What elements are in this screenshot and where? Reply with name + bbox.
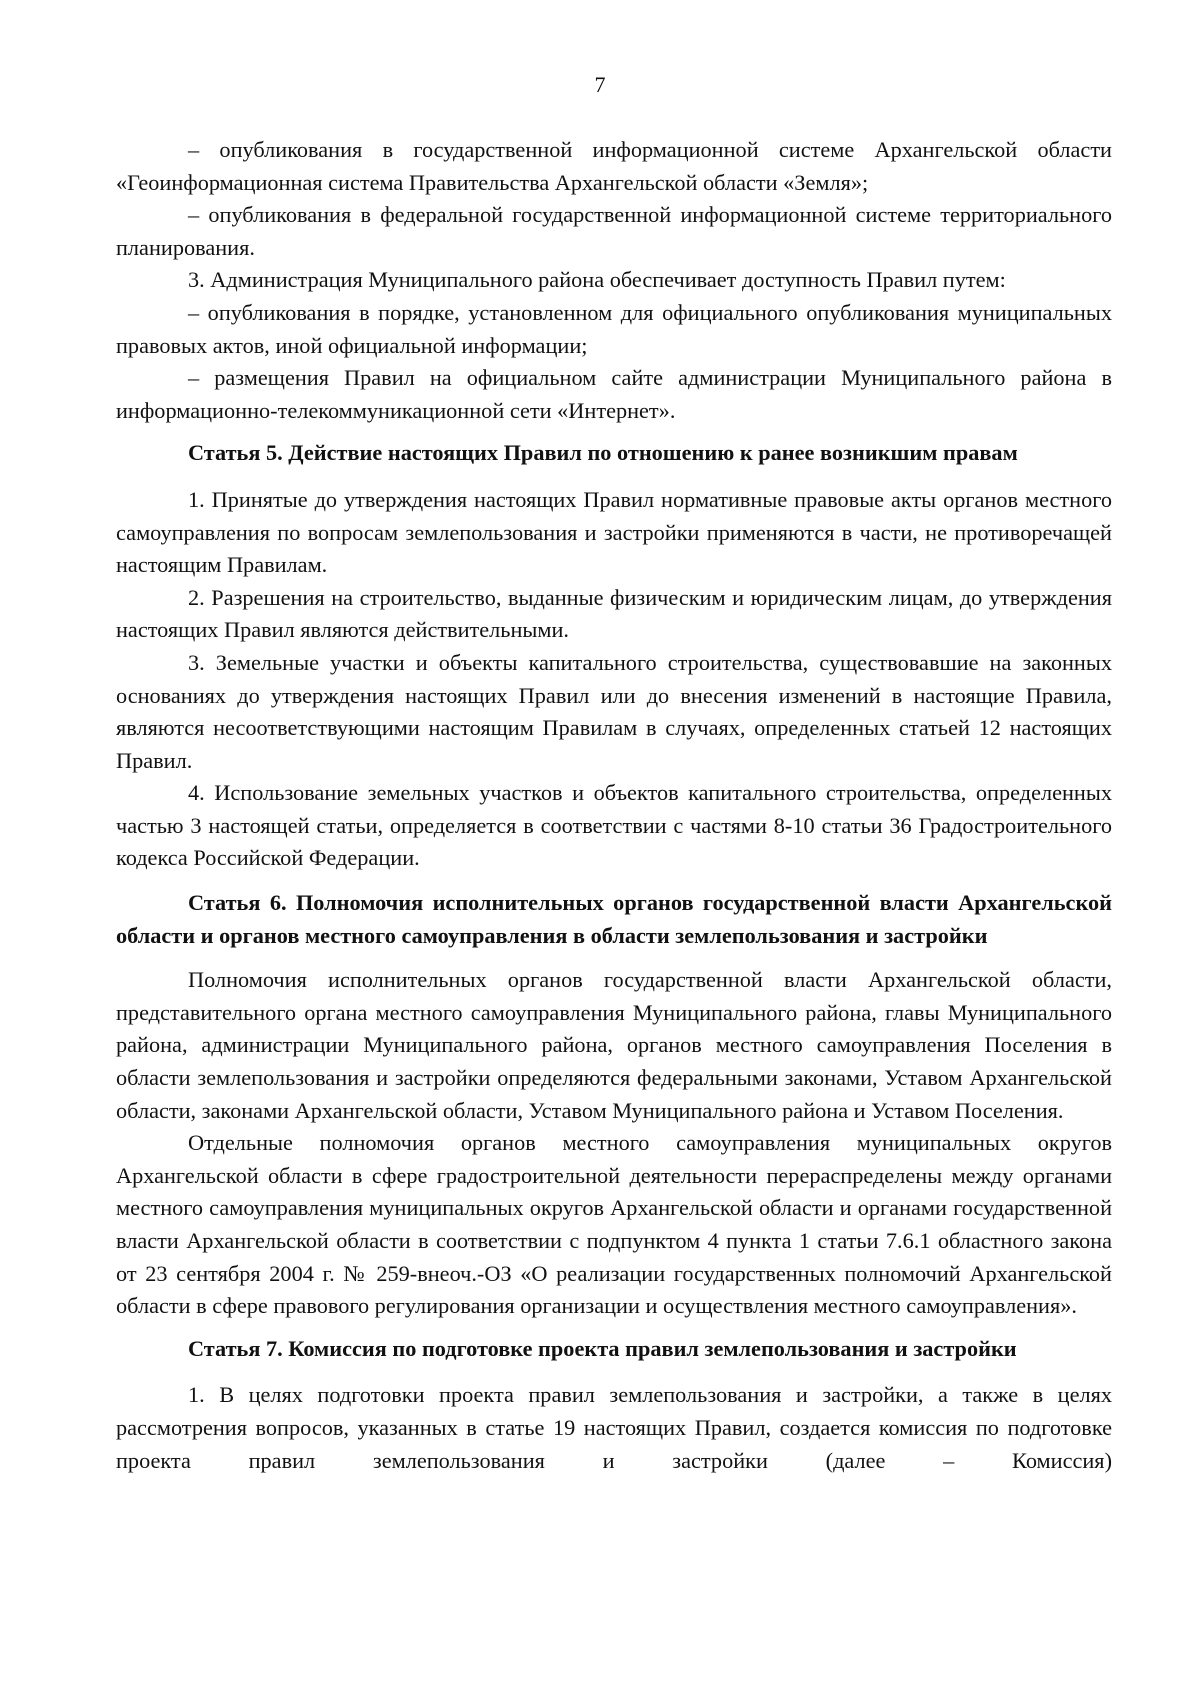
paragraph: 1. В целях подготовки проекта правил землепользования и застройки, а также в целях рассмотрения вопросов, указанных в статье 19 настоящих Правил, создается комиссия по подготовке проекта правил землепользования и застройки (далее – Комиссия) <box>116 1382 1112 1473</box>
paragraph: – опубликования в федеральной государственной информационной системе территориального планирования. <box>116 202 1112 260</box>
article-6-heading: Статья 6. Полномочия исполнительных органов государственной власти Архангельской области и органов местного самоуправления в области землепользования и застройки <box>116 890 1112 948</box>
paragraph: – опубликования в порядке, установленном для официального опубликования муниципальных правовых актов, иной официальной информации; <box>116 299 1112 358</box>
paragraph: – опубликования в государственной информационной системе Архангельской области «Геоинформационная система Правительства Архангельской области «Земля»; <box>116 137 1112 195</box>
article-5-heading: Статья 5. Действие настоящих Правил по отношению к ранее возникшим правам <box>188 440 1018 466</box>
paragraph: Полномочия исполнительных органов государственной власти Архангельской области, представительного органа местного самоуправления Муниципального района, главы Муниципального района, администрации Муниципального района, органов местного самоуправления Поселения в области землепользования и застройки определяются федеральными законами, Уставом Архангельской области, законами Архангельской области, Уставом Муниципального района и Уставом Поселения. <box>116 967 1112 1123</box>
paragraph: 3. Администрация Муниципального района обеспечивает доступность Правил путем: <box>188 267 1006 293</box>
document-body <box>116 134 1112 1477</box>
paragraph: 4. Использование земельных участков и объектов капитального строительства, определенных частью 3 настоящей статьи, определяется в соответствии с частями 8-10 статьи 36 Градостроительного кодекса Российской Федерации. <box>116 780 1112 871</box>
paragraph: Отдельные полномочия органов местного самоуправления муниципальных округов Архангельской области в сфере градостроительной деятельности перераспределены между органами местного самоуправления муниципальных округов Архангельской области и органами государственной власти Архангельской области в соответствии с подпунктом 4 пункта 1 статьи 7.6.1 областного закона от 23 сентября 2004 г. № 259-внеоч.-ОЗ «О реализации государственных полномочий Архангельской области в сфере правового регулирования организации и осуществления местного самоуправления». <box>116 1130 1112 1319</box>
paragraph: 3. Земельные участки и объекты капитального строительства, существовавшие на законных основаниях до утверждения настоящих Правил или до внесения изменений в настоящие Правила, являются несоответствующими настоящим Правилам в случаях, определенных статьей 12 настоящих Правил. <box>116 649 1112 773</box>
paragraph: – размещения Правил на официальном сайте администрации Муниципального района в информационно-телекоммуникационной сети «Интернет». <box>116 365 1112 423</box>
paragraph: 1. Принятые до утверждения настоящих Правил нормативные правовые акты органов местного самоуправления по вопросам землепользования и застройки применяются в части, не противоречащей настоящим Правилам. <box>116 486 1112 578</box>
page-number: 7 <box>594 72 606 97</box>
paragraph: 2. Разрешения на строительство, выданные физическим и юридическим лицам, до утверждения настоящих Правил являются действительными. <box>116 584 1112 643</box>
article-7-heading: Статья 7. Комиссия по подготовке проекта правил землепользования и застройки <box>188 1335 1017 1361</box>
